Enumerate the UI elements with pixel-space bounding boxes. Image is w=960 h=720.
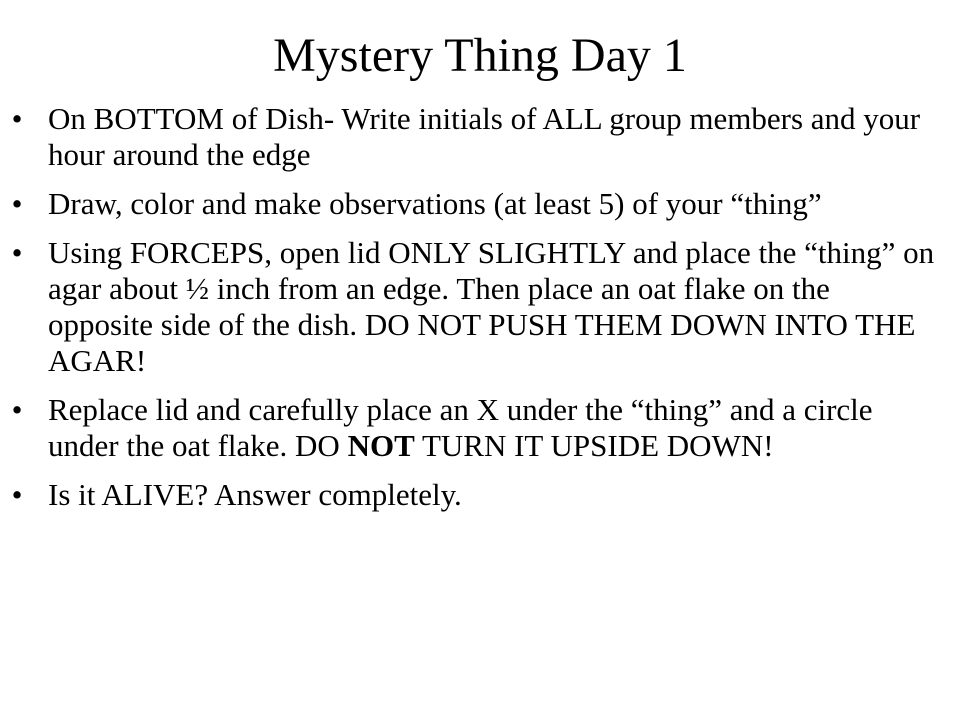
slide-title: Mystery Thing Day 1 — [273, 29, 687, 82]
bullet-marker: • — [11, 101, 23, 136]
bullet-item — [0, 392, 960, 464]
bullet-item — [0, 101, 960, 173]
bullet-text-after-emphasis: TURN IT UPSIDE DOWN! — [414, 428, 774, 463]
bullet-item — [0, 477, 960, 513]
bullet-emphasis-not: NOT — [347, 428, 415, 463]
bullet-marker: • — [11, 477, 23, 512]
bullet-text: On BOTTOM of Dish- Write initials of ALL group members and your hour around the edge — [48, 101, 921, 172]
bullet-text: Using FORCEPS, open lid ONLY SLIGHTLY and place the “thing” on agar about ½ inch from an edge. Then place an oat flake on the opposite side of the dish. DO NOT PUSH THEM DOWN INTO THE AGAR! — [48, 235, 935, 378]
bullet-marker: • — [11, 235, 23, 270]
bullet-item — [0, 235, 960, 379]
bullet-list — [0, 101, 960, 526]
bullet-item — [0, 186, 960, 222]
bullet-text: Is it ALIVE? Answer completely. — [48, 477, 462, 512]
bullet-marker: • — [11, 392, 23, 427]
bullet-text: Draw, color and make observations (at least 5) of your “thing” — [48, 186, 822, 221]
bullet-text-before-emphasis: Replace lid and carefully place an X under the “thing” and a circle under the oat flake. DO — [48, 392, 873, 463]
bullet-marker: • — [11, 186, 23, 221]
